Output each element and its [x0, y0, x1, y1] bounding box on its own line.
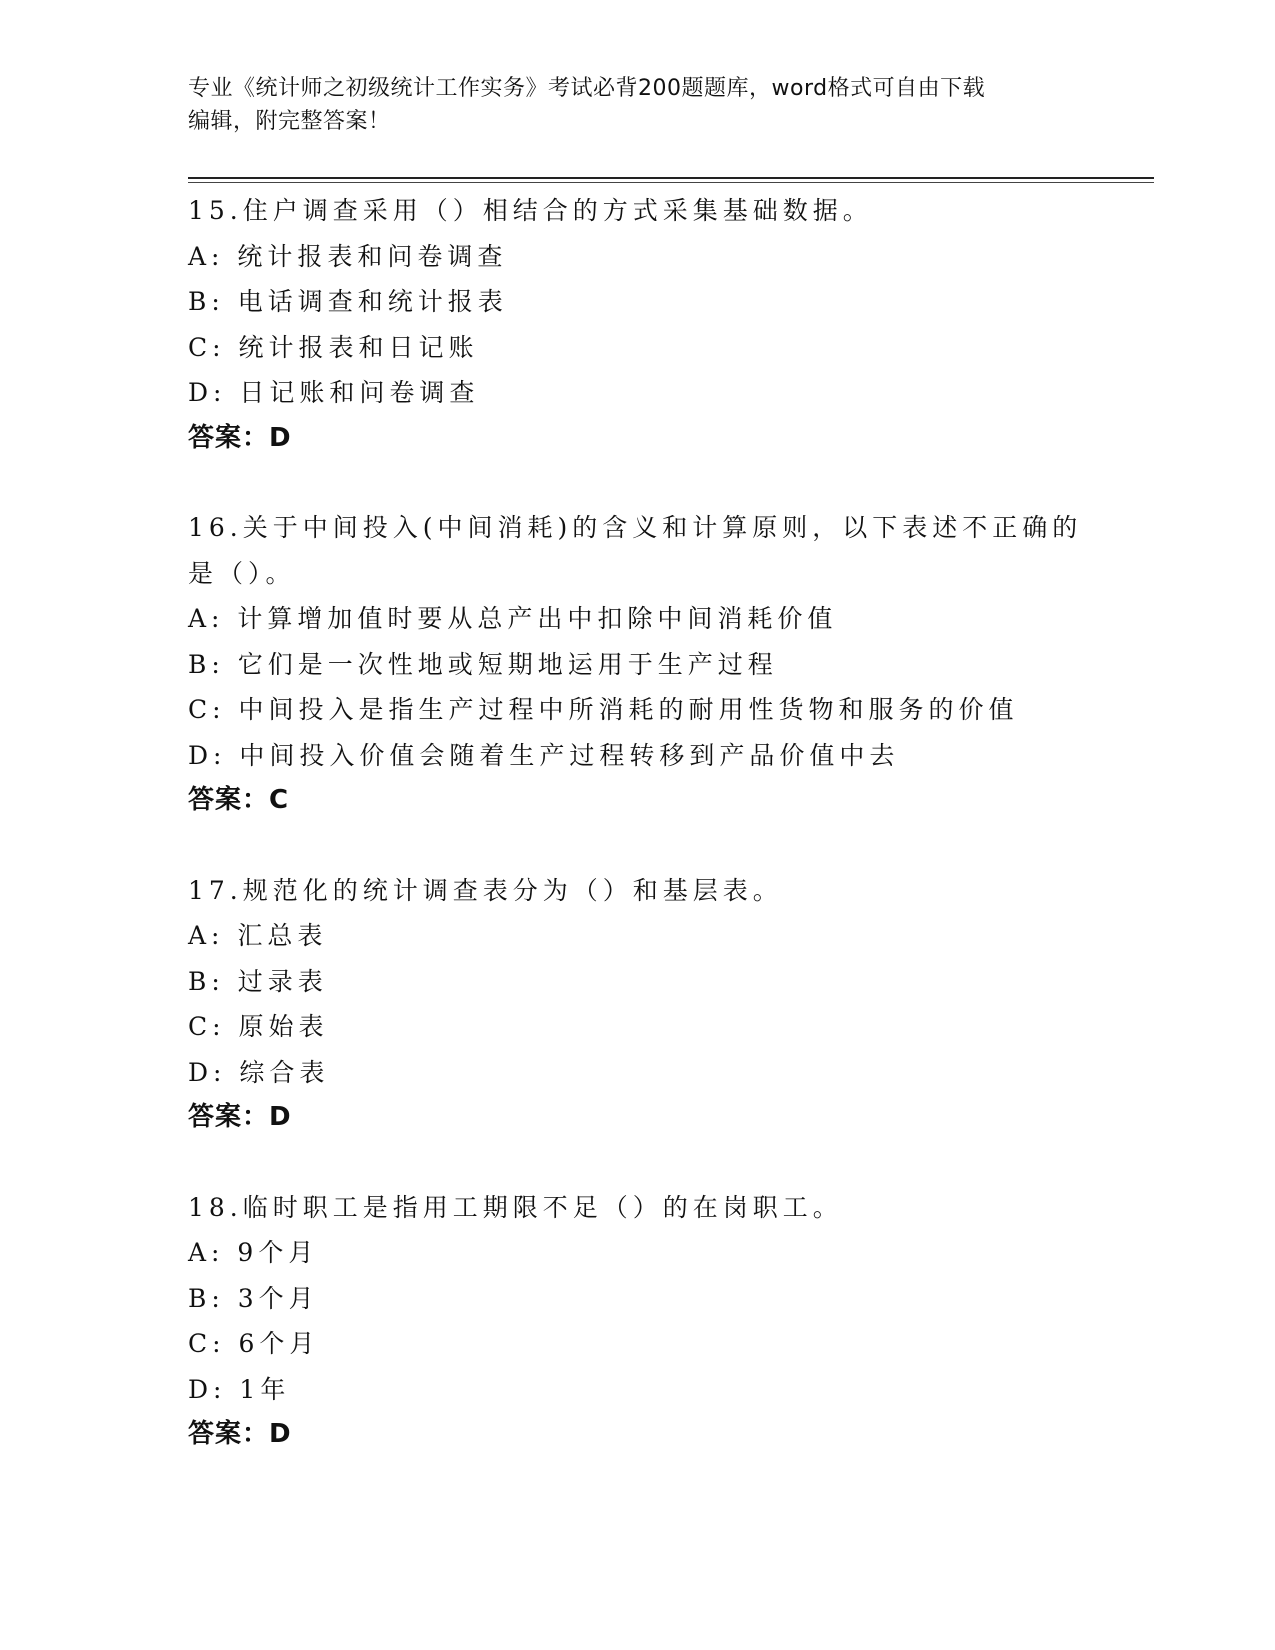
option-a: A: 汇总表 [188, 921, 328, 950]
header-line-2: 编辑，附完整答案！ [188, 109, 391, 134]
header-rule-thin [188, 182, 1154, 183]
question-stem: 15.住户调查采用（）相结合的方式采集基础数据。 [188, 196, 873, 225]
question-stem: 18.临时职工是指用工期限不足（）的在岗职工。 [188, 1192, 843, 1222]
option-d: D: 日记账和问卷调查 [188, 378, 480, 407]
option-c: C: 原始表 [188, 1012, 329, 1041]
answer: 答案：D [188, 422, 292, 453]
option-c: C: 6个月 [188, 1329, 320, 1358]
question-stem: 16.关于中间投入(中间消耗)的含义和计算原则，以下表述不正确的是（）。 [188, 513, 1083, 588]
question-list [188, 188, 1088, 1502]
option-b: B: 电话调查和统计报表 [188, 287, 508, 316]
option-d: D: 中间投入价值会随着生产过程转移到产品价值中去 [188, 740, 900, 770]
option-d: D: 综合表 [188, 1057, 330, 1087]
option-c: C: 中间投入是指生产过程中所消耗的耐用性货物和服务的价值 [188, 695, 1019, 724]
option-a: A: 计算增加值时要从总产出中扣除中间消耗价值 [188, 604, 838, 633]
option-a: A: 9个月 [188, 1238, 319, 1267]
option-d: D: 1年 [188, 1374, 291, 1404]
option-c: C: 统计报表和日记账 [188, 332, 479, 362]
option-b: B: 过录表 [188, 966, 328, 996]
question-18 [188, 1185, 1088, 1458]
option-b: B: 它们是一次性地或短期地运用于生产过程 [188, 649, 778, 679]
header-rule-thick [188, 177, 1154, 179]
header-line-1: 专业《统计师之初级统计工作实务》考试必背200题题库，word格式可自由下载 [188, 76, 986, 101]
answer: 答案：C [188, 785, 290, 815]
question-17 [188, 868, 1088, 1141]
answer: 答案：D [188, 1419, 292, 1449]
option-a: A: 统计报表和问卷调查 [188, 241, 508, 271]
answer: 答案：D [188, 1102, 292, 1132]
question-16 [188, 505, 1088, 824]
document-header [188, 72, 1068, 138]
question-stem: 17.规范化的统计调查表分为（）和基层表。 [188, 875, 783, 905]
option-b: B: 3个月 [188, 1283, 319, 1313]
question-15 [188, 188, 1088, 461]
